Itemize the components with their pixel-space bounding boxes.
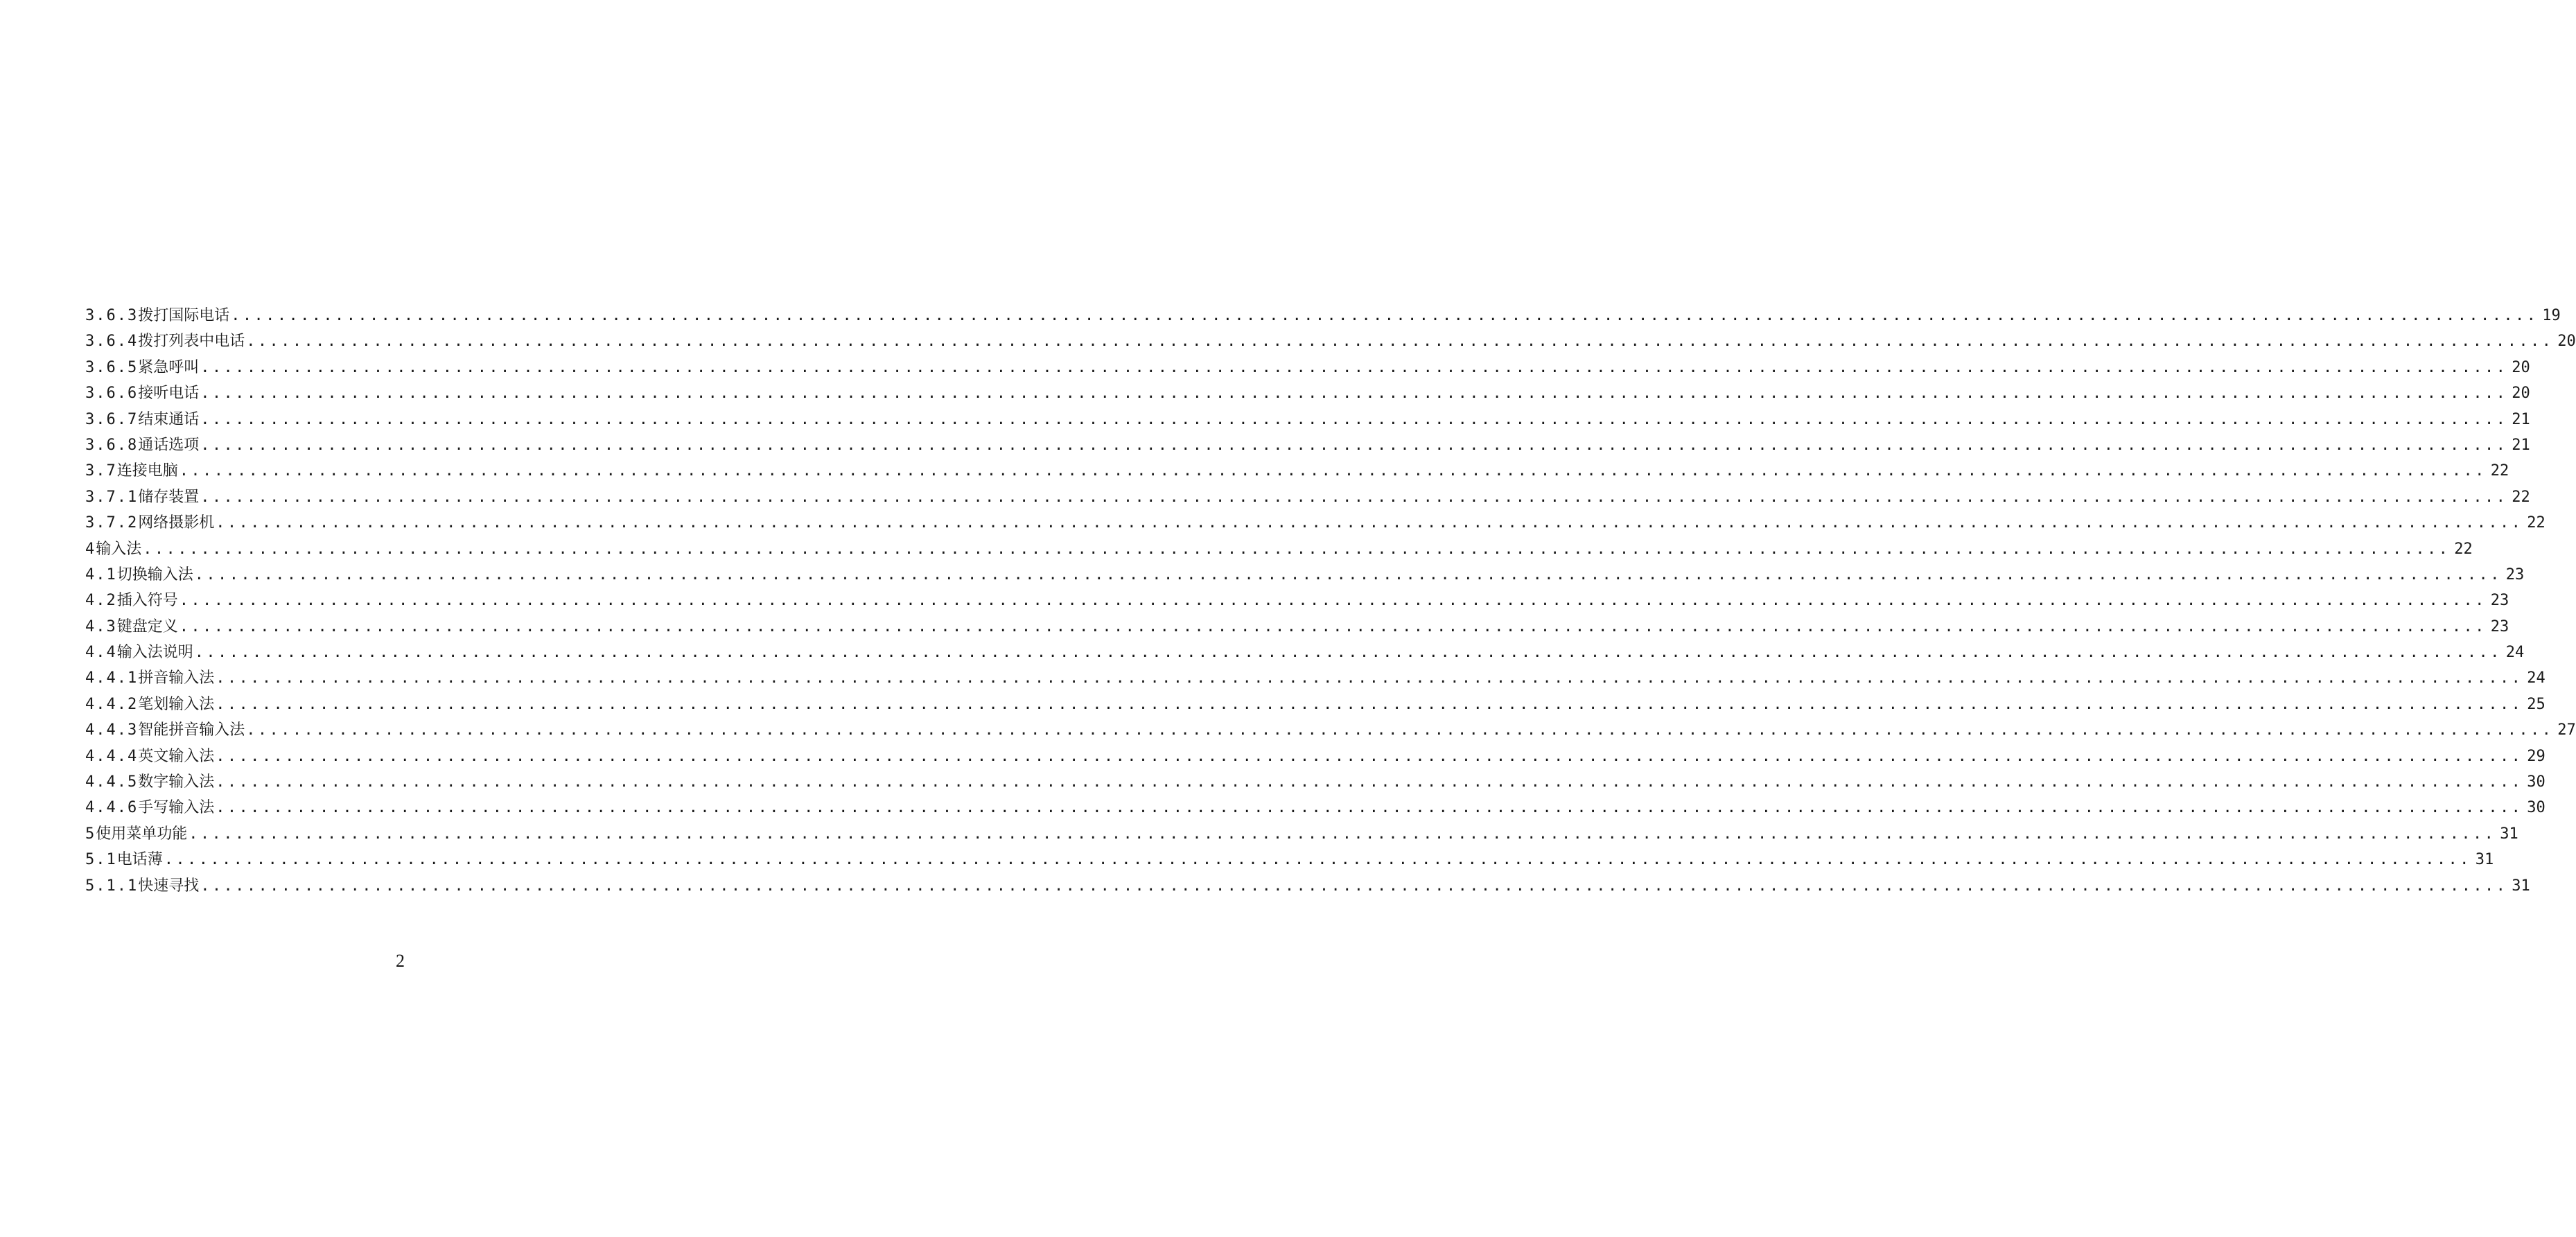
toc-entry-title: 接听电话 [138, 385, 200, 403]
toc-entry-title: 结束通话 [138, 410, 200, 428]
toc-entry-number: 4 [85, 540, 96, 558]
toc-entry[interactable] [85, 355, 2530, 380]
toc-entry-number: 3.6.8 [85, 436, 139, 454]
toc-entry-page: 31 [2475, 851, 2494, 869]
toc-entry-number: 4.1 [85, 565, 117, 584]
toc-dot-leader: ........................................................................................................................................................................................................ [200, 436, 2508, 454]
toc-entry-title: 输入法 [96, 540, 142, 558]
toc-entry-title: 拼音输入法 [138, 669, 215, 687]
toc-entry-number: 4.4 [85, 644, 117, 662]
toc-entry[interactable] [85, 484, 2530, 510]
toc-entry[interactable] [85, 562, 2525, 588]
toc-entry-page: 30 [2527, 773, 2546, 791]
toc-dot-leader: ........................................................................................................................................................................................................ [143, 540, 2451, 558]
toc-entry-page: 20 [2557, 333, 2576, 351]
toc-dot-leader: ........................................................................................................................................................................................................ [194, 644, 2502, 662]
toc-entry-number: 4.4.3 [85, 721, 139, 739]
toc-dot-leader: ........................................................................................................................................................................................................ [200, 410, 2508, 428]
toc-entry-number: 3.7.1 [85, 488, 139, 506]
toc-dot-leader: ........................................................................................................................................................................................................ [200, 488, 2508, 506]
toc-entry[interactable] [85, 640, 2525, 665]
toc-entry-title: 英文输入法 [138, 747, 215, 765]
toc-entry-page: 24 [2505, 644, 2525, 662]
toc-entry-page: 30 [2527, 799, 2546, 817]
toc-dot-leader: ........................................................................................................................................................................................................ [164, 851, 2471, 869]
toc-dot-leader: ........................................................................................................................................................................................................ [179, 462, 2487, 480]
toc-entry-page: 22 [2454, 540, 2473, 558]
toc-entry-page: 19 [2542, 307, 2561, 324]
toc-entry-title: 拨打国际电话 [138, 307, 230, 324]
toc-entry[interactable] [85, 380, 2530, 406]
toc-entry-page: 20 [2512, 358, 2530, 376]
toc-entry-title: 连接电脑 [116, 462, 178, 480]
toc-entry[interactable] [85, 303, 2561, 328]
toc-entry-title: 插入符号 [116, 592, 178, 610]
toc-entry-title: 网络摄影机 [138, 514, 215, 532]
toc-entry[interactable] [85, 510, 2546, 536]
toc-entry[interactable] [85, 588, 2509, 613]
toc-entry[interactable] [85, 769, 2546, 795]
toc-entry-page: 31 [2512, 877, 2530, 895]
toc-entry-number: 3.6.4 [85, 333, 139, 351]
toc-entry-number: 4.3 [85, 617, 117, 635]
toc-entry-page: 22 [2527, 514, 2546, 532]
toc-entry-number: 3.6.6 [85, 385, 139, 403]
toc-entry-title: 键盘定义 [116, 617, 178, 635]
toc-entry-number: 4.4.2 [85, 695, 139, 713]
toc-entry-title: 通话选项 [138, 436, 200, 454]
toc-dot-leader: ........................................................................................................................................................................................................ [246, 333, 2554, 351]
toc-entry-page: 27 [2557, 721, 2576, 739]
toc-entry[interactable] [85, 432, 2530, 458]
toc-entry-number: 3.6.3 [85, 307, 139, 324]
toc-dot-leader: ........................................................................................................................................................................................................ [200, 877, 2508, 895]
toc-dot-leader: ........................................................................................................................................................................................................ [189, 825, 2496, 843]
toc-entry-number: 3.6.7 [85, 410, 139, 428]
toc-dot-leader: ........................................................................................................................................................................................................ [216, 799, 2523, 817]
toc-entry[interactable] [85, 821, 2518, 847]
toc-dot-leader: ........................................................................................................................................................................................................ [216, 695, 2523, 713]
toc-dot-leader: ........................................................................................................................................................................................................ [194, 565, 2502, 584]
toc-entry[interactable] [85, 536, 2473, 562]
toc-dot-leader: ........................................................................................................................................................................................................ [216, 669, 2523, 687]
toc-entry-number: 4.4.5 [85, 773, 139, 791]
toc-dot-leader: ........................................................................................................................................................................................................ [231, 307, 2539, 324]
toc-entry-title: 笔划输入法 [138, 695, 215, 713]
toc-entry[interactable] [85, 614, 2509, 640]
toc-dot-leader: ........................................................................................................................................................................................................ [179, 617, 2487, 635]
toc-entry-number: 5 [85, 825, 96, 843]
toc-entry-page: 21 [2512, 436, 2530, 454]
toc-entry-title: 快速寻找 [138, 877, 200, 895]
toc-entry-number: 3.7.2 [85, 514, 139, 532]
toc-entry-page: 31 [2500, 825, 2518, 843]
toc-entry-page: 23 [2490, 592, 2509, 610]
toc-entry[interactable] [85, 847, 2494, 872]
toc-entry-number: 4.2 [85, 592, 117, 610]
toc-entry-page: 23 [2490, 617, 2509, 635]
toc-entry-number: 3.6.5 [85, 358, 139, 376]
toc-entry-number: 5.1 [85, 851, 117, 869]
toc-entry-page: 22 [2490, 462, 2509, 480]
toc-entry[interactable] [85, 665, 2546, 691]
toc-entry-title: 数字输入法 [138, 773, 215, 791]
toc-entry-page: 24 [2527, 669, 2546, 687]
toc-entry[interactable] [85, 795, 2546, 821]
toc-entry-page: 23 [2505, 565, 2525, 584]
toc-entry[interactable] [85, 458, 2509, 484]
toc-entry[interactable] [85, 717, 2576, 743]
toc-dot-leader: ........................................................................................................................................................................................................ [200, 358, 2508, 376]
toc-entry-title: 紧急呼叫 [138, 358, 200, 376]
toc-entry[interactable] [85, 873, 2530, 899]
toc-dot-leader: ........................................................................................................................................................................................................ [216, 747, 2523, 765]
toc-dot-leader: ........................................................................................................................................................................................................ [216, 773, 2523, 791]
toc-entry-title: 智能拼音输入法 [138, 721, 245, 739]
toc-entry-page: 22 [2512, 488, 2530, 506]
toc-dot-leader: ........................................................................................................................................................................................................ [179, 592, 2487, 610]
toc-entry[interactable] [85, 407, 2530, 432]
toc-entry-number: 4.4.1 [85, 669, 139, 687]
toc-entry-title: 手写输入法 [138, 799, 215, 817]
toc-entry-number: 3.7 [85, 462, 117, 480]
toc-entry-title: 拨打列表中电话 [138, 333, 245, 351]
toc-entry-number: 4.4.6 [85, 799, 139, 817]
toc-entry[interactable] [85, 744, 2546, 769]
table-of-contents [85, 303, 2576, 899]
toc-entry-title: 使用菜单功能 [96, 825, 188, 843]
toc-dot-leader: ........................................................................................................................................................................................................ [216, 514, 2523, 532]
toc-entry-page: 21 [2512, 410, 2530, 428]
toc-entry-page: 25 [2527, 695, 2546, 713]
toc-entry-page: 20 [2512, 385, 2530, 403]
toc-entry-title: 输入法说明 [116, 644, 193, 662]
toc-entry-title: 切换输入法 [116, 565, 193, 584]
toc-entry-title: 电话薄 [116, 851, 163, 869]
toc-dot-leader: ........................................................................................................................................................................................................ [246, 721, 2554, 739]
toc-entry[interactable] [85, 692, 2546, 717]
toc-entry-page: 29 [2527, 747, 2546, 765]
toc-entry-title: 储存装置 [138, 488, 200, 506]
toc-entry[interactable] [85, 328, 2576, 354]
toc-entry-number: 4.4.4 [85, 747, 139, 765]
toc-dot-leader: ........................................................................................................................................................................................................ [200, 385, 2508, 403]
page-number: 2 [396, 951, 405, 971]
toc-entry-number: 5.1.1 [85, 877, 139, 895]
